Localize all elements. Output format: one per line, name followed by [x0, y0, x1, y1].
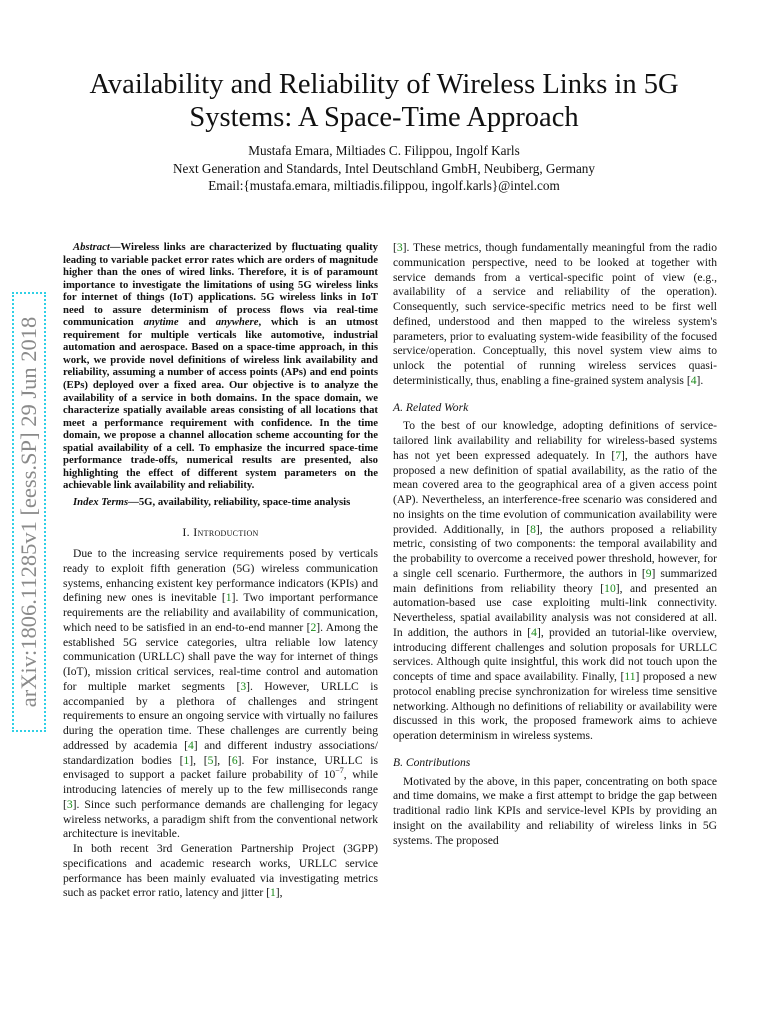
- author-email[interactable]: Email:{mustafa.emara, miltiadis.filippou, ingolf.karls}@intel.com: [208, 178, 560, 193]
- section-heading-introduction: I. Introduction: [182, 525, 259, 540]
- arxiv-identifier-stamp[interactable]: [12, 292, 46, 732]
- citation-link[interactable]: [ 11 ]: [620, 670, 639, 683]
- citation-link[interactable]: [ 3 ]: [393, 241, 407, 254]
- citation-link[interactable]: [ 4 ]: [687, 374, 701, 387]
- intro-paragraph-2-continued: [ 3 ] . These metrics, though fundamentally meaningful from the radio communication perspective, need to be looked at together with service demands from a vertical-specific point of view (e.g., availability of a service and reliability of the operation). Consequently, such service-specific metrics need to be first well defined, understood and then mapped to the wireless system's parameters, prior to evaluating system-wide feasibility of the focused service/operation. Conceptually, this novel system view aims to unlock the potential of running wireless services quasi-deterministically, thus, enabling a fine-grained system analysis [ 4 ] .: [393, 241, 717, 389]
- contributions-paragraph: Motivated by the above, in this paper, concentrating on both space and time domains, we make a first attempt to bridge the gap between traditional radio link KPIs and service-level KPIs by providing an insight on the availability and reliability of wireless links in 5G systems. The proposed: [393, 774, 717, 847]
- intro-paragraph-1: Due to the increasing service requirements posed by verticals ready to exploit fifth generation (5G) wireless communication systems, enhancing existent key performance indicators (KPIs) and defining new ones is inevitable [ 1 ] . Two important performance requirements are the reliability and availability of communication, which need to be satisfied in an end-to-end manner [ 2 ] . Among the established 5G service categories, ultra reliable low latency communication (URLLC) shall pave the way for internet of things (IoT), mission critical services, real-time control and automation for multiple market segments [ 3 ] . However, URLLC is accompanied by a plethora of challenges and stringent requirements to ensure an ongoing service with virtually no failures during the operation time. These challenges are currently being addressed by academia [ 4 ] and different industry associations/ standardization bodies [ 1 ] , [ 5 ] , [ 6 ] . For instance, URLLC is envisaged to support a packet failure probability of $10^{-7}$, while introducing latencies of merely up to the few milliseconds range [ 3 ] . Since such performance demands are challenging for legacy wireless networks, a paradigm shift from the conventional network architecture is inevitable.: [63, 547, 378, 842]
- right-column: [393, 241, 717, 848]
- subsection-heading-related-work: A. Related Work: [393, 400, 469, 414]
- citation-link[interactable]: [ 7 ]: [611, 449, 625, 462]
- citation-link[interactable]: [ 4 ]: [184, 739, 198, 752]
- author-affiliation: Next Generation and Standards, Intel Deutschland GmbH, Neubiberg, Germany: [172, 160, 595, 176]
- citation-link[interactable]: [ 9 ]: [642, 567, 656, 580]
- paper-title: Availability and Reliability of Wireless Links in 5G Systems: A Space-Time Approach: [89, 69, 679, 133]
- related-work-paragraph: To the best of our knowledge, adopting definitions of service-tailored link availability and reliability for wireless-based systems has not yet been expressed adequately. In [ 7 ] , the authors have proposed a new definition of spatial availability, as the ratio of the mean covered area to the geographical area of a given access point (AP). Nevertheless, an interference-free scenario was considered and no insights on the time evolution of communication availability were provided. Additionally, in [ 8 ] , the authors proposed a reliability metric, consisting of two components: the temporal availability and the probability to overcome a received power threshold, however, for a single cell scenario. Furthermore, the authors in [ 9 ] summarized main definitions from reliability theory [ 10 ] , and presented an automation-based use case exploiting multi-link connectivity. Nevertheless, spatial availability analysis was not considered at all. In addition, the authors in [ 4 ] , provided an tutorial-like overview, introducing different challenges and solution proposals for URLLC services. Although quite insightful, this work did not touch upon the concepts of time and space availability. Finally, [ 11 ] proposed a new protocol enabling precise synchronization for wireless time sensitive networking. Although no definitions of reliability or availability were discussed in this work, the proposed framework aims to achieve operation determinism in wireless systems.: [393, 419, 717, 744]
- citation-link[interactable]: [ 8 ]: [526, 523, 540, 536]
- author-block: [40, 142, 728, 195]
- abstract: Abstract—Wireless links are characterized by fluctuating quality leading to variable packet error rates which are orders of magnitude higher than the ones of wired links. Therefore, it is of paramount importance to investigate the limitations of using 5G wireless links for internet of things (IoT) applications. 5G wireless links in IoT need to assure determinism of process flows via real-time communication anytime and anywhere, which is an utmost requirement for multiple verticals like automotive, industrial automation and aerospace. Based on a space-time approach, in this work, we provide novel definitions of wireless link availability and reliability, assuming a number of access points (APs) and end points (EPs) deployed over a fixed area. Our objective is to analyze the availability of a service in both domains. In the space domain, we characterize spatially available areas consisting of all locations that meet a performance requirement with confidence. In the time domain, we propose a channel allocation scheme accounting for the spatial availability of a cell. To emphasize the incurred space-time performance trade-offs, numerical results are presented, also highlighting the effect of different system parameters on the achievable link availability and reliability.: [63, 241, 378, 492]
- citation-link[interactable]: [ 4 ]: [527, 626, 541, 639]
- author-names: Mustafa Emara, Miltiades C. Filippou, Ingolf Karls: [248, 143, 520, 158]
- index-terms: Index Terms—5G, availability, reliability, space-time analysis: [73, 495, 351, 508]
- index-terms-label: Index Terms: [73, 495, 129, 508]
- subsection-heading-contributions: B. Contributions: [393, 755, 471, 769]
- arxiv-identifier[interactable]: arXiv:1806.11285v1 [eess.SP] 29 Jun 2018: [16, 316, 41, 708]
- exponent: −7: [335, 766, 344, 776]
- abstract-label: Abstract: [73, 241, 110, 253]
- intro-paragraph-2: In both recent 3rd Generation Partnership Project (3GPP) specifications and academic research works, URLLC service performance has been mainly evaluated via investigating metrics such as packet error ratio, latency and jitter [ 1 ] ,: [63, 842, 378, 901]
- citation-link[interactable]: [ 3 ]: [236, 680, 250, 693]
- citation-link[interactable]: [ 2 ]: [307, 621, 321, 634]
- citation-link[interactable]: [ 1 ]: [266, 886, 280, 899]
- left-column: [63, 241, 378, 901]
- citation-link[interactable]: [ 1 ]: [222, 591, 236, 604]
- citation-link[interactable]: [ 3 ]: [63, 798, 77, 811]
- citation-link[interactable]: [ 1 ]: [180, 754, 194, 767]
- citation-link[interactable]: [ 5 ]: [204, 754, 218, 767]
- citation-link[interactable]: [ 10 ]: [600, 582, 619, 595]
- citation-link[interactable]: [ 6 ]: [228, 754, 242, 767]
